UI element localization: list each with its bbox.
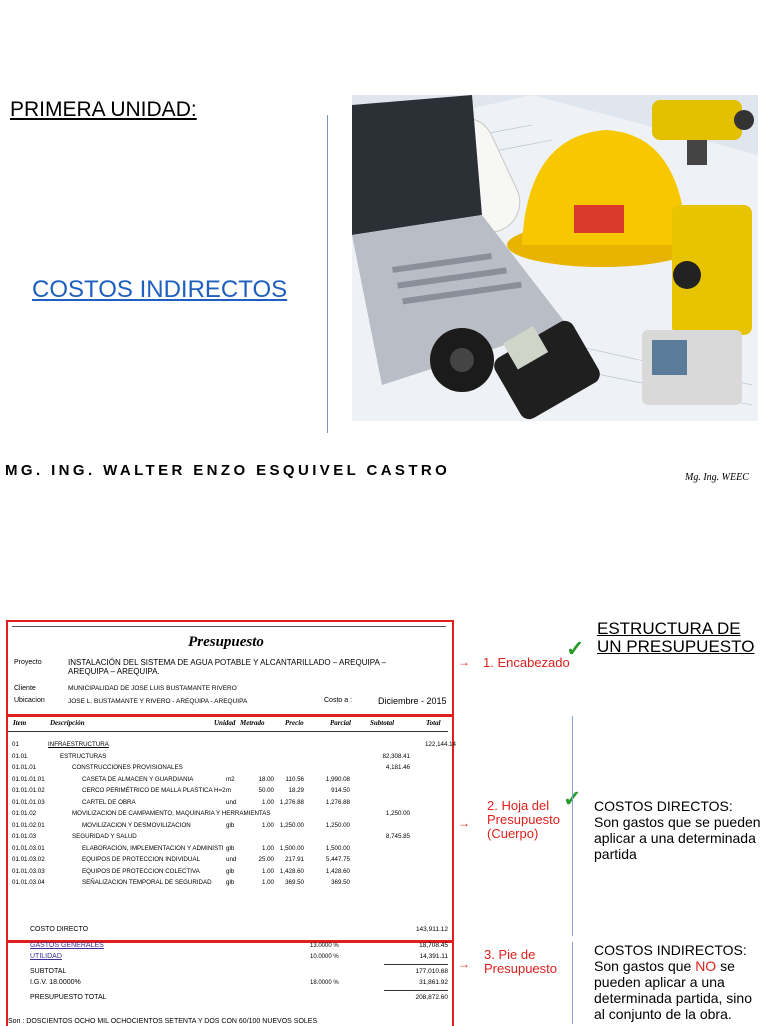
costos-directos-block	[594, 798, 764, 862]
cell-desc: SEÑALIZACION TEMPORAL DE SEGURIDAD	[82, 879, 212, 886]
cell-desc: CONSTRUCCIONES PROVISIONALES	[72, 764, 183, 771]
cell-und: m	[226, 787, 232, 794]
bracket-line	[572, 942, 574, 1024]
cell-met: 1.00	[261, 867, 274, 875]
gastos-generales-value: 18,708.45	[419, 942, 448, 949]
label-pie: 3. Pie de Presupuesto	[484, 947, 557, 976]
check-icon: ✓	[566, 636, 585, 661]
author-signature: Mg. Ing. WEEC	[685, 472, 749, 483]
arrow-hoja: →	[458, 816, 470, 830]
cell-pre: 1,276.88	[279, 798, 304, 806]
cell-item: 01.01.01.02	[12, 787, 45, 794]
cell-par: 1,428.60	[325, 867, 350, 875]
topic-link[interactable]: COSTOS INDIRECTOS	[32, 276, 288, 303]
presupuesto-total-label: PRESUPUESTO TOTAL	[30, 994, 107, 1001]
cell-desc: ESTRUCTURAS	[60, 752, 107, 760]
slide-heading: PRIMERA UNIDAD:	[10, 98, 197, 121]
cell-item: 01.01.03.02	[12, 856, 45, 863]
gastos-generales-label: GASTOS GENERALES	[30, 942, 104, 949]
igv-pct: 18.0000 %	[310, 980, 339, 986]
cell-desc: CASETA DE ALMACEN Y GUARDIANIA	[82, 775, 194, 783]
cell-par: 914.50	[331, 787, 350, 794]
cell-pre: 1,250.00	[279, 821, 304, 829]
estructura-title: ESTRUCTURA DE UN PRESUPUESTO	[597, 619, 755, 656]
presupuesto-total-value: 208,872.60	[415, 994, 448, 1001]
col-subtotal: Subtotal	[370, 719, 395, 727]
utilidad-pct: 10.0000 %	[310, 954, 339, 960]
header-rule	[12, 626, 446, 627]
cell-met: 1.00	[261, 821, 274, 829]
cell-par: 1,500.00	[325, 844, 350, 852]
costos-directos-title: COSTOS DIRECTOS:	[594, 798, 733, 814]
author-name: MG. ING. WALTER ENZO ESQUIVEL CASTRO	[5, 462, 451, 479]
cell-item: 01.01.03.04	[12, 879, 45, 886]
divider-line	[327, 115, 328, 433]
col-precio: Precio	[285, 719, 304, 727]
ubicacion-label: Ubicacion	[14, 697, 45, 704]
cell-met: 1.00	[261, 844, 274, 852]
cliente-label: Cliente	[14, 685, 36, 692]
subtotal-label: SUBTOTAL	[30, 968, 67, 975]
costos-indirectos-block	[594, 942, 764, 1022]
ci-text-2: se pueden aplicar a una determinada partida, sino al conjunto de la obra.	[594, 958, 752, 1022]
cell-desc: MOVILIZACION DE CAMPAMENTO, MAQUINARIA Y HERRAMIENTAS	[72, 810, 271, 817]
cell-item: 01.01.03.01	[12, 844, 45, 852]
cell-pre: 18.29	[288, 787, 304, 794]
proyecto-value: INSTALACIÓN DEL SISTEMA DE AGUA POTABLE Y ALCANTARILLADO – AREQUIPA – AREQUIPA – AREQUIPA.	[68, 658, 387, 676]
costo-directo-label: COSTO DIRECTO	[30, 926, 89, 933]
cell-desc: MOVILIZACION Y DESMOVILIZACION	[82, 821, 191, 829]
igv-label: I.G.V. 18.0000%	[30, 979, 81, 986]
son-text: Son : DOSCIENTOS OCHO MIL OCHOCIENTOS SETENTA Y DOS CON 60/100 NUEVOS SOLES	[8, 1018, 318, 1025]
cell-desc: CERCO PERIMÉTRICO DE MALLA PLASTICA H=2	[82, 787, 226, 794]
tools-illustration	[352, 95, 758, 421]
engineering-tools-photo	[352, 95, 758, 421]
costo-directo-value: 143,911.12	[415, 926, 448, 933]
utilidad-value: 14,391.11	[419, 953, 448, 960]
cliente-value: MUNICIPALIDAD DE JOSE LUIS BUSTAMANTE RIVERO	[68, 685, 237, 692]
cell-met: 25.00	[258, 856, 274, 863]
col-metrado: Metrado	[240, 719, 265, 727]
col-descripcion: Descripción	[50, 719, 85, 727]
cell-par: 369.50	[331, 879, 350, 886]
cell-und: und	[226, 856, 237, 863]
col-parcial: Parcial	[330, 719, 351, 727]
arrow-encabezado: →	[458, 655, 470, 669]
cell-par: 1,990.08	[325, 775, 350, 783]
cell-sub: 8,745.85	[385, 833, 410, 840]
cell-tot: 122,144.14	[425, 741, 456, 748]
utilidad-label: UTILIDAD	[30, 953, 62, 960]
cell-par: 1,276.88	[325, 798, 350, 806]
cell-par: 1,250.00	[325, 821, 350, 829]
ci-text-1: Son gastos que	[594, 958, 692, 974]
check-icon: ✓	[563, 786, 582, 811]
cell-met: 1.00	[261, 879, 274, 886]
cell-desc: EQUIPOS DE PROTECCION COLECTIVA	[82, 867, 200, 875]
cell-item: 01.01.03.03	[12, 867, 45, 875]
cell-desc: EQUIPOS DE PROTECCION INDIVIDUAL	[82, 856, 200, 863]
proyecto-label: Proyecto	[14, 659, 42, 666]
cell-desc: ELABORACION, IMPLEMENTACION Y ADMINISTI	[82, 844, 224, 852]
budget-body-box	[6, 715, 454, 943]
cell-pre: 1,500.00	[279, 844, 304, 852]
cell-item: 01.01.02	[12, 810, 37, 817]
cell-item: 01.01.01.03	[12, 798, 45, 806]
cell-und: glb	[226, 879, 235, 886]
bracket-line	[572, 716, 574, 936]
label-hoja: 2. Hoja del Presupuesto (Cuerpo)	[487, 798, 560, 841]
cell-item: 01.01.02.01	[12, 821, 45, 829]
cell-item: 01	[12, 741, 19, 748]
cell-sub: 82,308.41	[382, 752, 410, 760]
costo-a-label: Costo a :	[324, 697, 353, 704]
budget-doc-title: Presupuesto	[188, 634, 264, 650]
cell-met: 50.00	[258, 787, 274, 794]
col-unidad: Unidad	[214, 719, 236, 727]
ubicacion-value: JOSE L. BUSTAMANTE Y RIVERO - AREQUIPA - AREQUIPA	[68, 698, 248, 705]
cell-und: glb	[226, 844, 235, 852]
col-item: Item	[13, 719, 27, 727]
cell-item: 01.01.01	[12, 764, 37, 771]
ci-no: NO	[695, 958, 717, 974]
costo-a-value: Diciembre - 2015	[378, 696, 447, 706]
cell-pre: 217.91	[285, 856, 304, 863]
label-encabezado: 1. Encabezado	[483, 655, 570, 670]
cell-und: glb	[226, 867, 235, 875]
cell-sub: 1,250.00	[385, 810, 410, 817]
cell-met: 18.00	[258, 775, 274, 783]
costos-directos-text: Son gastos que se pueden aplicar a una determinada partida	[594, 814, 761, 862]
cell-pre: 369.50	[285, 879, 304, 886]
total-rule	[384, 990, 448, 991]
cell-desc: INFRAESTRUCTURA	[48, 741, 109, 748]
cell-desc: SEGURIDAD Y SALUD	[72, 833, 137, 840]
cell-desc: CARTEL DE OBRA	[82, 798, 136, 806]
cell-sub: 4,181.46	[385, 764, 410, 771]
costos-indirectos-text	[594, 958, 764, 1022]
cell-pre: 1,428.60	[279, 867, 304, 875]
cell-und: und	[226, 798, 237, 806]
arrow-pie: →	[458, 957, 470, 971]
cell-item: 01.01.01.01	[12, 775, 45, 783]
costos-indirectos-title: COSTOS INDIRECTOS:	[594, 942, 747, 958]
cell-par: 5,447.75	[325, 856, 350, 863]
col-total: Total	[426, 719, 441, 727]
cell-pre: 110.56	[285, 775, 304, 783]
cell-met: 1.00	[261, 798, 274, 806]
cell-und: m2	[226, 775, 235, 783]
column-headers	[8, 719, 452, 731]
cell-und: glb	[226, 821, 235, 829]
gastos-generales-pct: 13.0000 %	[310, 943, 339, 949]
subtotal-rule	[384, 964, 448, 965]
column-rule	[8, 731, 448, 732]
subtotal-value: 177,010.68	[415, 968, 448, 975]
cell-item: 01.01	[12, 752, 28, 760]
igv-value: 31,861.92	[419, 979, 448, 986]
cell-item: 01.01.03	[12, 833, 37, 840]
